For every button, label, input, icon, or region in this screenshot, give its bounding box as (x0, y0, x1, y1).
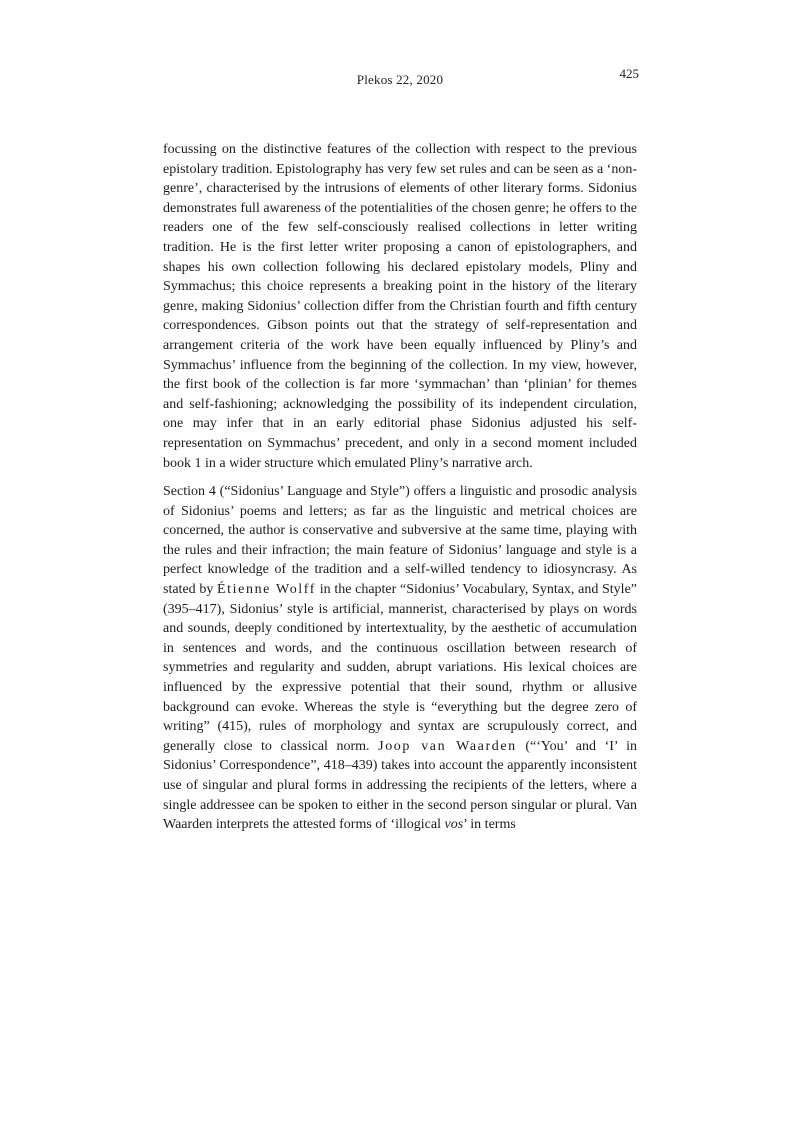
text-run: ’ in terms (463, 817, 516, 833)
text-run: Étienne Wolff (217, 582, 317, 598)
text-run: Joop van Waarden (378, 738, 517, 754)
body-text (163, 140, 637, 844)
paragraph (163, 140, 637, 473)
text-run: (“‘You’ and ‘I’ in Sidonius’ Correspondence”, 418–439) takes into account the apparently inconsistent use of singular and plural forms in addressing the recipients of the letters, where a single addressee can be spoken to either in the second person singular or plural. Van Waarden interprets the attested forms of ‘illogical (163, 738, 638, 833)
text-run: vos (444, 817, 464, 833)
text-run: Section 4 (“Sidonius’ Language and Style”) offers a linguistic and prosodic analysis of Sidonius’ poems and letters; as far as the linguistic and metrical choices are concerned, the author is conservative and subversive at the same time, playing with the rules and their infraction; the main feature of Sidonius’ language and style is a perfect knowledge of the tradition and a self-willed tendency to idiosyncrasy. As stated by (163, 484, 637, 598)
paragraph (163, 482, 637, 835)
page-number: 425 (619, 66, 639, 81)
running-head: Plekos 22, 2020 (356, 72, 444, 87)
text-run: in the chapter “Sidonius’ Vocabulary, Syntax, and Style” (395–417), Sidonius’ style is artificial, mannerist, characterised by plays on words and sounds, deeply conditioned by intertextuality, by the aesthetic of accumulation in sentences and words, and the continuous oscillation between research of symmetries and regularity and sudden, abrupt variations. His lexical choices are influenced by the expressive potential that their sound, rhythm or allusive background can evoke. Whereas the style is “everything but the degree zero of writing” (415), rules of morphology and syntax are scrupulously correct, and generally close to classical norm. (163, 582, 637, 754)
text-run: focussing on the distinctive features of the collection with respect to the previous epistolary tradition. Epistolography has very few set rules and can be seen as a ‘non-genre’, characterised by the intrusions of elements of other literary forms. Sidonius demonstrates full awareness of the potentialities of the chosen genre; he offers to the readers one of the few self-consciously realised collections in letter writing tradition. He is the first letter writer proposing a canon of epistolographers, and shapes his own collection following his declared epistolary models, Pliny and Symmachus; this choice represents a breaking point in the history of the literary genre, making Sidonius’ collection differ from the Christian fourth and fifth century correspondences. Gibson points out that the strategy of self-representation and arrangement criteria of the work have been equally influenced by Pliny’s and Symmachus’ influence from the beginning of the collection. In my view, however, the first book of the collection is far more ‘symmachan’ than ‘plinian’ for themes and self-fashioning; acknowledging the possibility of its independent circulation, one may infer that in an early editorial phase Sidonius adjusted his self-representation on Symmachus’ precedent, and only in a second moment included book 1 in a wider structure which emulated Pliny’s narrative arch. (163, 142, 637, 471)
